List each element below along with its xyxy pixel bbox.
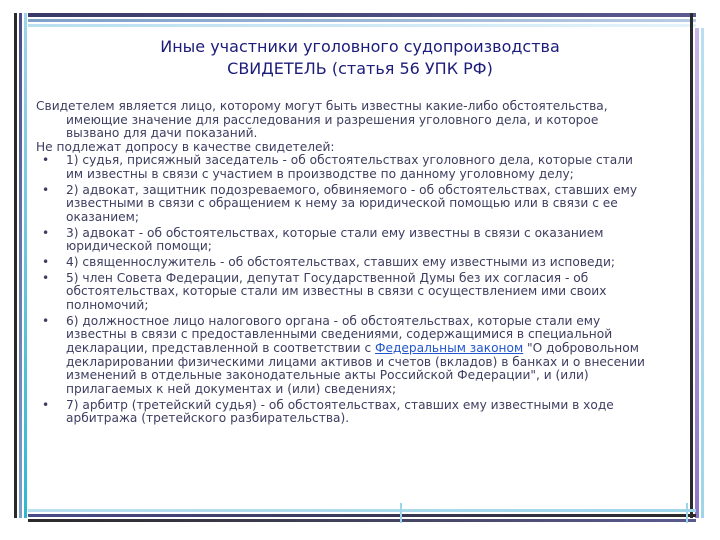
frame-bar-left <box>14 13 17 518</box>
list-item-text: 1) судья, присяжный заседатель - об обстоятельствах уголовного дела, которые стали им известны в связи с участием в производстве по данному уголовному делу; <box>66 153 633 181</box>
frame-bar-right <box>690 13 693 518</box>
frame-tick <box>686 503 688 523</box>
list-item-text: 5) член Совета Федерации, депутат Государственной Думы без их согласия - об обстоятельствах, которые стали им известны в связи с осуществлением ими своих полномочий; <box>66 270 607 313</box>
frame-bar-bottom <box>28 509 696 512</box>
list-item-text: 6) должностное лицо налогового органа - об обстоятельствах, которые стали ему известны в связи с предоставленными сведениями, содержащимися в специальной декларации, представленной в соответствии с <box>66 313 613 356</box>
bullet-icon: • <box>42 225 50 240</box>
list-item <box>36 154 650 181</box>
frame-bar-bottom <box>28 519 696 522</box>
bullet-icon: • <box>42 270 50 285</box>
definition-paragraph: Свидетелем является лицо, которому могут быть известны какие-либо обстоятельства, имеющие значение для расследования и разрешения уголовного дела, и которое вызвано для дачи показаний. <box>36 99 608 141</box>
federal-law-link[interactable]: Федеральным законом <box>375 341 524 356</box>
slide-title <box>60 36 660 80</box>
exemption-intro: Не подлежат допросу в качестве свидетелей: <box>36 139 335 154</box>
exemption-list <box>36 154 650 425</box>
bullet-icon: • <box>42 182 50 197</box>
frame-bar-right <box>695 28 699 518</box>
bullet-icon: • <box>42 255 50 270</box>
frame-bar-left <box>19 13 22 518</box>
list-item <box>36 256 650 270</box>
list-item-text: "О добровольном декларировании физическими лицами активов и счетов (вкладов) в банках и о внесении изменений в отдельные законодательные акты Российской Федерации", и (или) прилагаемых к ней документах и (или) сведениях; <box>66 341 645 396</box>
frame-bar-left <box>24 13 27 518</box>
bullet-icon: • <box>42 313 50 328</box>
list-item-text: 4) священнослужитель - об обстоятельствах, ставших ему известными из исповеди; <box>66 255 615 270</box>
slide-content <box>36 100 650 428</box>
list-item <box>36 184 650 225</box>
bullet-icon: • <box>42 397 50 412</box>
list-item <box>36 227 650 254</box>
bullet-icon: • <box>42 153 50 168</box>
frame-bar-bottom <box>28 514 696 517</box>
list-item-text: 3) адвокат - об обстоятельствах, которые стали ему известны в связи с оказанием юридической помощи; <box>66 225 604 254</box>
list-item-text: 7) арбитр (третейский судья) - об обстоятельствах, ставших ему известными в ходе арбитража (третейского разбирательства). <box>66 397 614 426</box>
slide-subtitle: СВИДЕТЕЛЬ (статья 56 УПК РФ) <box>227 59 493 78</box>
frame-tick <box>400 503 402 523</box>
list-item <box>36 272 650 313</box>
frame-bar-top <box>28 24 696 27</box>
frame-bar-right <box>701 28 704 518</box>
list-item <box>36 399 650 426</box>
list-item <box>36 315 650 397</box>
frame-bar-top <box>28 13 696 17</box>
list-item-text: 2) адвокат, защитник подозреваемого, обвиняемого - об обстоятельствах, ставших ему известными в связи с обращением к нему за юридической помощью или в связи с ее оказанием; <box>66 182 638 224</box>
slide-title-line: Иные участники уголовного судопроизводства <box>160 37 560 56</box>
frame-bar-top <box>28 19 696 22</box>
